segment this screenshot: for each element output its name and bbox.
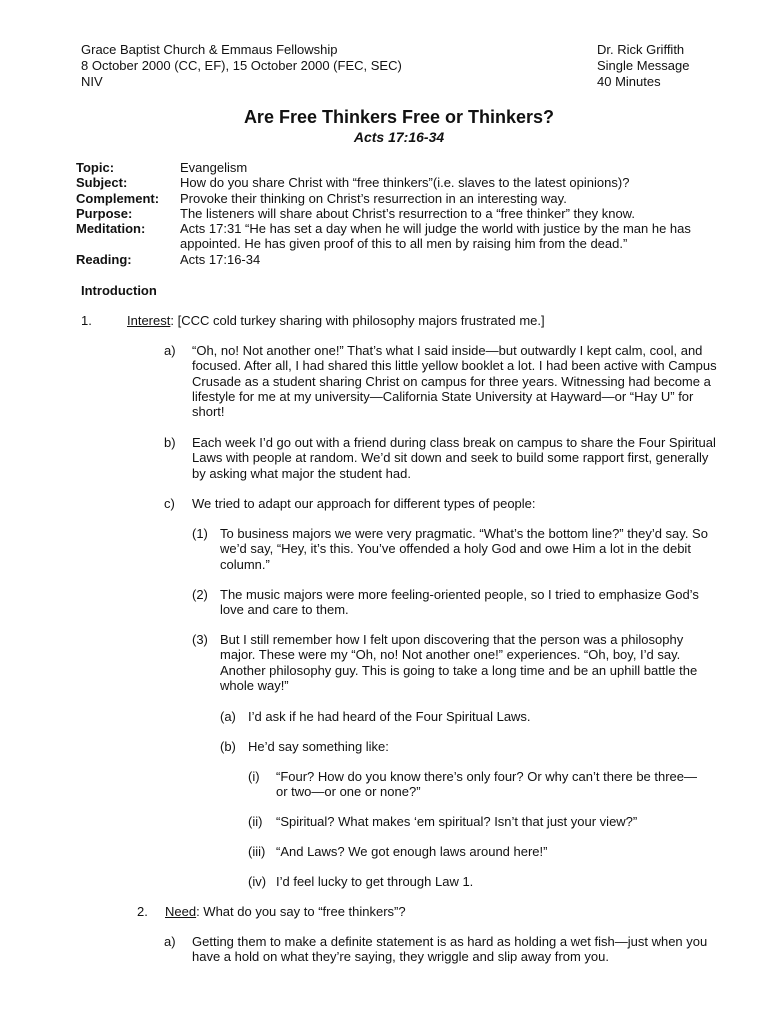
point-1c2 xyxy=(192,587,713,618)
point-1a xyxy=(164,343,724,419)
item-text: “Four? How do you know there’s only four? Or why can’t there be three—or two—or one or none?” xyxy=(276,769,698,800)
point-1c3b-i xyxy=(248,769,708,800)
item-text: I’d feel lucky to get through Law 1. xyxy=(276,874,474,889)
sermon-meta xyxy=(76,160,726,267)
intro-heading: Introduction xyxy=(81,283,157,298)
item-label: 2. xyxy=(137,904,148,919)
author-name: Dr. Rick Griffith xyxy=(597,42,685,57)
point-1c xyxy=(164,496,724,511)
item-label: (ii) xyxy=(248,814,263,829)
point-heading: Interest xyxy=(127,313,171,328)
item-text: He’d say something like: xyxy=(248,739,389,754)
point-1c3 xyxy=(192,632,713,693)
meta-value: Acts 17:16-34 xyxy=(180,251,261,267)
point-1c3b-ii xyxy=(248,814,708,829)
item-text: But I still remember how I felt upon discovering that the person was a philosophy major. These were my “Oh, no! Not another one!” experiences. “Oh, boy, I’d say. Another philosophy guy. This is going to take a long time and be an uphill battle the whole way!” xyxy=(220,632,698,693)
item-label: (2) xyxy=(192,587,208,602)
item-text: Each week I’d go out with a friend during class break on campus to share the Four Spiritual Laws with people at random. We’d sit down and seek to build some rapport first, generally by asking what major the student had. xyxy=(192,435,716,481)
point-heading: Need xyxy=(165,904,197,919)
header-right xyxy=(597,42,690,90)
point-1c3a xyxy=(220,709,720,724)
item-label: b) xyxy=(164,435,176,450)
item-text: To business majors we were very pragmatic. “What’s the bottom line?” they’d say. So we’d say, “Hey, it’s this. You’ve offended a holy God and owe Him a lot in the debit column.” xyxy=(220,526,708,572)
point-2 xyxy=(137,904,717,919)
bible-version: NIV xyxy=(81,74,103,89)
point-2a xyxy=(164,934,724,965)
item-label: (b) xyxy=(220,739,236,754)
meta-purpose xyxy=(76,206,726,221)
item-label: (1) xyxy=(192,526,208,541)
message-type: Single Message xyxy=(597,58,690,73)
item-text: The music majors were more feeling-oriented people, so I tried to emphasize God’s love and care to them. xyxy=(220,587,699,618)
sermon-dates: 8 October 2000 (CC, EF), 15 October 2000 (FEC, SEC) xyxy=(81,58,402,73)
meta-value: Provoke their thinking on Christ’s resurrection in an interesting way. xyxy=(180,190,567,206)
point-1c1 xyxy=(192,526,713,572)
item-label: (iii) xyxy=(248,844,266,859)
point-1b xyxy=(164,435,724,481)
sermon-passage: Acts 17:16-34 xyxy=(353,129,445,145)
meta-subject xyxy=(76,175,726,190)
meta-key: Meditation: xyxy=(76,221,146,237)
meta-key: Subject: xyxy=(76,175,128,191)
item-label: (i) xyxy=(248,769,260,784)
item-text: “And Laws? We got enough laws around here!” xyxy=(276,844,548,859)
item-label: a) xyxy=(164,934,176,949)
item-text: “Oh, no! Not another one!” That’s what I said inside—but outwardly I kept calm, cool, and focused. After all, I had shared this little yellow booklet a lot. I had been active with Campus Crusade as a student sharing Christ on campus for three years. Witnessing had become a lifestyle for me at my university—California State University at Hayward—or “Hay U” for short! xyxy=(192,343,717,420)
item-label: a) xyxy=(164,343,176,358)
point-text: : What do you say to “free thinkers”? xyxy=(196,904,406,919)
meta-key: Purpose: xyxy=(76,205,133,221)
meta-key: Complement: xyxy=(76,190,160,206)
item-text: “Spiritual? What makes ‘em spiritual? Isn’t that just your view?” xyxy=(276,814,638,829)
duration: 40 Minutes xyxy=(597,74,661,89)
item-text: I’d ask if he had heard of the Four Spiritual Laws. xyxy=(248,709,531,724)
meta-key: Reading: xyxy=(76,251,132,267)
item-label: c) xyxy=(164,496,175,511)
item-label: (3) xyxy=(192,632,208,647)
sermon-title: Are Free Thinkers Free or Thinkers? xyxy=(243,107,555,127)
point-text: : [CCC cold turkey sharing with philosophy majors frustrated me.] xyxy=(170,313,545,328)
meta-meditation xyxy=(76,221,726,252)
meta-value: Evangelism xyxy=(180,160,248,175)
item-text xyxy=(127,313,721,328)
meta-topic xyxy=(76,160,726,175)
meta-reading xyxy=(76,252,726,267)
point-1 xyxy=(81,313,721,328)
meta-complement xyxy=(76,191,726,206)
point-1c3b-iii xyxy=(248,844,708,859)
point-1c3b xyxy=(220,739,720,754)
church-name: Grace Baptist Church & Emmaus Fellowship xyxy=(81,42,338,57)
meta-value: How do you share Christ with “free thinkers”(i.e. slaves to the latest opinions)? xyxy=(180,175,630,191)
item-label: 1. xyxy=(81,313,92,328)
item-text: We tried to adapt our approach for different types of people: xyxy=(192,496,536,511)
meta-value: Acts 17:31 “He has set a day when he will judge the world with justice by the man he has appointed. He has given proof of this to all men by raising him from the dead.” xyxy=(180,221,691,252)
item-text xyxy=(165,904,717,919)
meta-value: The listeners will share about Christ’s resurrection to a “free thinker” they know. xyxy=(180,205,635,221)
item-label: (iv) xyxy=(248,874,267,889)
header-left xyxy=(81,42,402,90)
item-text: Getting them to make a definite statement is as hard as holding a wet fish—just when you have a hold on what they’re saying, they wriggle and slip away from you. xyxy=(192,934,708,965)
item-label: (a) xyxy=(220,709,236,724)
meta-key: Topic: xyxy=(76,160,115,175)
point-1c3b-iv xyxy=(248,874,708,889)
